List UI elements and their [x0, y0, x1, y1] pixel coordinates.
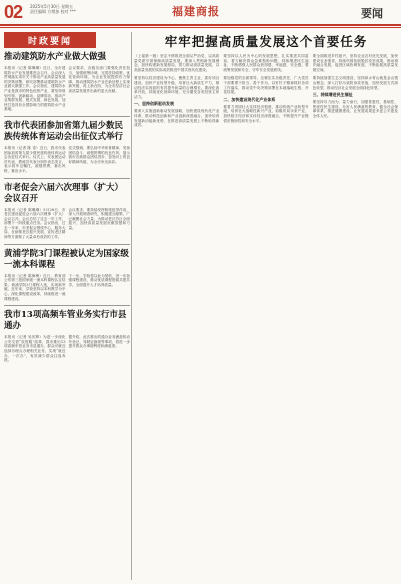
- article-title: 黄浦学院3门课程被认定为国家级一流本科课程: [4, 248, 129, 270]
- divider: [4, 178, 130, 179]
- article-body: 会议要求，各级各部门要强化责任担当，加强统筹协调，完善扶持政策，优化营商环境，为企业发展提供有力保障，推动建筑防水产业在新征程上实现新突破、再上新台阶，为全市经济社会高质量发展作出新的更大贡献。: [68, 66, 130, 93]
- headline: 牢牢把握高质量发展这个首要任务: [164, 34, 368, 49]
- subheading: 三、持续增进民生福祉: [312, 92, 353, 98]
- subheading: 二、加快建设现代化产业体系: [223, 96, 276, 102]
- article: [4, 249, 130, 302]
- divider: [4, 244, 130, 245]
- header-rule-thin: [0, 27, 401, 28]
- paragraph: 要着力巩固壮大实体经济根基，推动传统产业转型升级，培育壮大战略性新兴产业，前瞻布局未来产业，加快数字经济和实体经济深度融合，不断提升产业链供应链韧性和安全水平。: [223, 104, 309, 123]
- paragraph: （上接第一版）坚定不移推进全面从严治党，以高质量党建引领保障高质量发展。要深入贯彻新发展理念，加快构建新发展格局，着力推动高质量发展，以高质量发展的实际成效推进中国式现代化建设。: [134, 54, 220, 72]
- paragraph: 要坚持以经济建设为中心，聚焦主责主业，抓好项目建设，加快产业转型升级，培育壮大新质生产力，推动经济实现质的有效提升和量的合理增长。要深化改革开放，持续优化营商环境，充分激发各类经营主体活力。: [134, 76, 220, 99]
- article-body: 本报讯（记者 陈海梅）近日，教育部公布第三批国家级一流本科课程认定结果，黄浦学院3门课程入选，实现新突破。近年来，学校坚持以本科教学为中心，深化课程建设改革，持续推进一流课程建设。: [4, 273, 66, 301]
- article-body: 下一步，学校将以此为契机，进一步加强课程建设，推动优质课程资源共建共享，全面提升人才培养质量。: [68, 273, 130, 287]
- subheading: 一、坚持创新驱动发展: [134, 101, 174, 107]
- paragraph: 要坚持尽力而为、量力而行，加强普惠性、基础性、兜底性民生建设，办好人民满意的教育，健全社会保障体系，推进健康建设，让发展成果更多更公平惠及全体人民。: [312, 100, 398, 118]
- article: [4, 183, 130, 240]
- article: [4, 310, 130, 363]
- header-rule: [0, 24, 401, 26]
- article-body: 本报讯（记者 吴庆辉）为进一步深化公安交管“放管服”改革，我市推出13项高频车管业务市县通办，群众可就近选择办理点办理相关业务，实现“就近办、一次办”，有效减少群众往返奔波。: [4, 335, 66, 363]
- article: [4, 52, 130, 112]
- paragraph: 要深入实施创新驱动发展战略，加快建设现代化产业体系，推动科技创新和产业创新深度融合，加快培育发展新动能新优势，在推进高质量发展上不断取得新成效。: [134, 109, 220, 128]
- article-title: 我市13项高频车管业务实行市县通办: [4, 310, 127, 332]
- article-body: 本报讯（记者 陈琳琳）5月28日，市老区建设促进会六届六次理事（扩大）会议召开。会议总结了过去一年工作，部署下一阶段重点任务。会议指出，过去一年来，市老促会围绕中心、服务大局，在助推老区振兴发展、宣传老区精神等方面做了大量卓有成效的工作。: [4, 207, 66, 240]
- page-number: 02: [4, 2, 23, 22]
- section-title: 要闻: [361, 7, 383, 20]
- divider: [4, 116, 130, 117]
- page-header: [0, 0, 401, 26]
- paragraph: 要坚持以人民为中心的发展思想，扎实推进共同富裕，着力解决群众急难愁盼问题，持续增进民生福祉，不断增强人民群众获得感、幸福感、安全感。要统筹发展和安全，守牢安全发展底线。: [223, 54, 309, 72]
- divider: [4, 305, 130, 306]
- main-article: [134, 30, 398, 580]
- article-body: 会议要求，要持续发挥桥梁纽带作用，深入开展调查研究，积极建言献策，广泛凝聚社会力量，为推动老区苏区全面振兴、加快高质量发展贡献智慧和力量。: [68, 207, 130, 230]
- masthead-logo: 福建商报: [172, 5, 220, 18]
- article-column: [134, 54, 219, 580]
- paragraph: 要全面推进乡村振兴，坚持农业农村优先发展，加快建设农业强省，持续巩固拓展脱贫攻坚成果，推动城乡融合发展，促进区域协调发展，不断拓展高质量发展空间。: [312, 54, 398, 72]
- article-body: 本报讯（记者 陈 奇）近日，我市代表团参加省第九届少数民族传统体育运动会出征仪式举行。仪式上，代表团运动员代表、教练员代表分别作表态发言，表示将牢记嘱托，顽强拼搏，赛出风格，赛出水平。: [4, 145, 66, 173]
- paragraph: 要持续加强生态文明建设，坚持绿水青山就是金山银山理念，深入打好污染防治攻坚战，加快发展方式绿色转型，推动经济社会发展全面绿色转型。: [312, 76, 398, 90]
- column-banner: 时政要闻: [4, 32, 96, 48]
- article-body: 仪式强调，要弘扬中华体育精神，发扬团结奋斗、顽强拼搏的优良作风，展示我市各族群众团结进步、奋发向上的良好精神风貌，为全市争光添彩。: [68, 145, 130, 164]
- article-title: 推动建筑防水产业做大做强: [4, 52, 107, 62]
- article-body: 本报讯（记者 陈琳琳）近日，全市建筑防水产业发展推进会召开，会议深入贯彻落实省市关于推动产业高质量发展的决策部署，研究部署推动建筑防水产业做大做强工作。会议指出，建筑防水产业是我市的特色优势产业，要坚持规划引领、创新驱动、品牌带动，推动产业集群发展、链式发展、绿色发展，加快打造具有全国影响力的建筑防水产业基地。: [4, 66, 66, 112]
- article-column: [223, 54, 308, 580]
- article: [4, 121, 130, 174]
- article-body: 据介绍，此次推出的通办业务涵盖机动车登记、驾驶证换领等事项，将进一步提升群众办事便利度和满意度。: [68, 335, 130, 349]
- editor-line: 责任编辑 方增加 校对 ***: [30, 9, 76, 14]
- date-info: [30, 4, 76, 14]
- news-column: [4, 32, 130, 580]
- date-line: 2025年5月30日 星期五: [30, 4, 74, 9]
- article-column: [313, 54, 398, 580]
- column-divider: [131, 32, 132, 580]
- article-title: 我市代表团参加省第九届少数民族传统体育运动会出征仪式举行: [4, 120, 124, 142]
- paragraph: 要加强党的全面领导，压紧压实各级责任，广大党员干部要勇于担当、善于作为，以钉钉子精神抓好各项工作落实，推动党中央决策部署在本地落地生根、开花结果。: [223, 76, 309, 95]
- article-title: 市老促会六届六次理事（扩大）会议召开: [4, 182, 124, 204]
